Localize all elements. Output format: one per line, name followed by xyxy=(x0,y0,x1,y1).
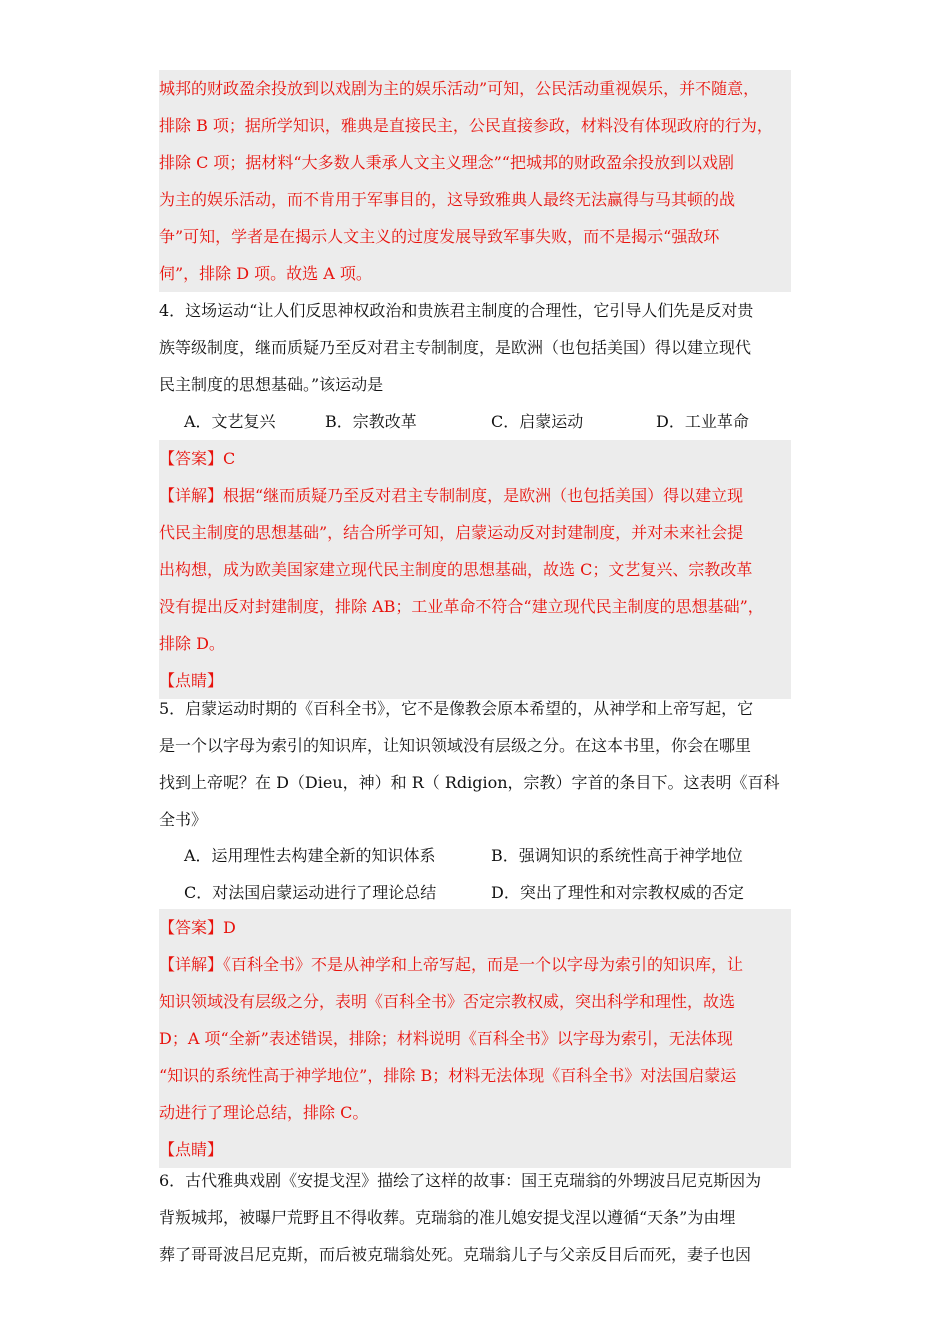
text-line: 争”可知，学者是在揭示人文主义的过度发展导致军事失败，而不是揭示“强敌环 xyxy=(159,227,720,246)
option-d[interactable]: D．突出了理性和对宗教权威的否定 xyxy=(491,883,744,902)
option-b[interactable]: B．宗教改革 xyxy=(325,412,417,431)
text-line: 是一个以字母为索引的知识库，让知识领域没有层级之分。在这本书里，你会在哪里 xyxy=(159,736,752,755)
text-line: 【详解】《百科全书》不是从神学和上帝写起，而是一个以字母为索引的知识库，让 xyxy=(159,955,744,974)
text-line: “知识的系统性高于神学地位”，排除 B；材料无法体现《百科全书》对法国启蒙运 xyxy=(159,1066,737,1085)
text-line: 排除 B 项；据所学知识，雅典是直接民主，公民直接参政，材料没有体现政府的行为， xyxy=(159,116,773,135)
option-a[interactable]: A．文艺复兴 xyxy=(184,412,276,431)
option-d[interactable]: D．工业革命 xyxy=(656,412,749,431)
q6-stem xyxy=(159,1162,791,1273)
answer-label: 【答案】D xyxy=(159,918,236,937)
text-line: 排除 D。 xyxy=(159,634,225,653)
option-b[interactable]: B．强调知识的系统性高于神学地位 xyxy=(491,846,743,865)
text-line: 排除 C 项；据材料“大多数人秉承人文主义理念”“把城邦的财政盈余投放到以戏剧 xyxy=(159,153,734,172)
q4-stem xyxy=(159,292,791,403)
text-line: 族等级制度，继而质疑乃至反对君主专制制度，是欧洲（也包括美国）得以建立现代 xyxy=(159,338,752,357)
option-c[interactable]: C．启蒙运动 xyxy=(491,412,584,431)
text-line: 为主的娱乐活动，而不肯用于军事目的，这导致雅典人最终无法赢得与马其顿的战 xyxy=(159,190,736,209)
comment-label: 【点睛】 xyxy=(159,1140,224,1159)
text-line: 5．启蒙运动时期的《百科全书》，它不是像教会原本希望的，从神学和上帝写起，它 xyxy=(159,699,754,718)
text-line: 城邦的财政盈余投放到以戏剧为主的娱乐活动”可知，公民活动重视娱乐，并不随意， xyxy=(159,79,760,98)
text-line: 动进行了理论总结，排除 C。 xyxy=(159,1103,369,1122)
text-line: 6．古代雅典戏剧《安提戈涅》描绘了这样的故事：国王克瑞翁的外甥波吕尼克斯因为 xyxy=(159,1171,762,1190)
text-line: 没有提出反对封建制度，排除 AB；工业革命不符合“建立现代民主制度的思想基础”， xyxy=(159,597,764,616)
text-line: 出构想，成为欧美国家建立现代民主制度的思想基础，故选 C；文艺复兴、宗教改革 xyxy=(159,560,753,579)
text-line: 知识领域没有层级之分，表明《百科全书》否定宗教权威，突出科学和理性，故选 xyxy=(159,992,736,1011)
q3-explanation-tail xyxy=(159,70,791,292)
q4-options xyxy=(159,403,791,440)
q5-answer-block xyxy=(159,909,791,1168)
text-line: 民主制度的思想基础。”该运动是 xyxy=(159,375,384,394)
text-line: 代民主制度的思想基础”，结合所学可知，启蒙运动反对封建制度，并对未来社会提 xyxy=(159,523,744,542)
text-line: 【详解】根据“继而质疑乃至反对君主专制制度，是欧洲（也包括美国）得以建立现 xyxy=(159,486,744,505)
text-line: 4．这场运动“让人们反思神权政治和贵族君主制度的合理性，它引导人们先是反对贵 xyxy=(159,301,754,320)
option-a[interactable]: A．运用理性去构建全新的知识体系 xyxy=(184,846,436,865)
text-line: 葬了哥哥波吕尼克斯，而后被克瑞翁处死。克瑞翁儿子与父亲反目后而死，妻子也因 xyxy=(159,1245,752,1264)
q4-answer-block xyxy=(159,440,791,699)
text-line: 全书》 xyxy=(159,810,208,829)
text-line: 背叛城邦，被曝尸荒野且不得收葬。克瑞翁的准儿媳安提戈涅以遵循“天条”为由埋 xyxy=(159,1208,736,1227)
q5-options xyxy=(159,837,791,911)
option-c[interactable]: C．对法国启蒙运动进行了理论总结 xyxy=(184,883,437,902)
comment-label: 【点睛】 xyxy=(159,671,224,690)
answer-label: 【答案】C xyxy=(159,449,236,468)
q5-stem xyxy=(159,690,791,838)
text-line: 找到上帝呢？在 D（Dieu，神）和 R（ Rdigion，宗教）字首的条目下。这表明《百科 xyxy=(159,773,780,792)
text-line: 伺”，排除 D 项。故选 A 项。 xyxy=(159,264,372,283)
text-line: D；A 项“全新”表述错误，排除；材料说明《百科全书》以字母为索引，无法体现 xyxy=(159,1029,733,1048)
